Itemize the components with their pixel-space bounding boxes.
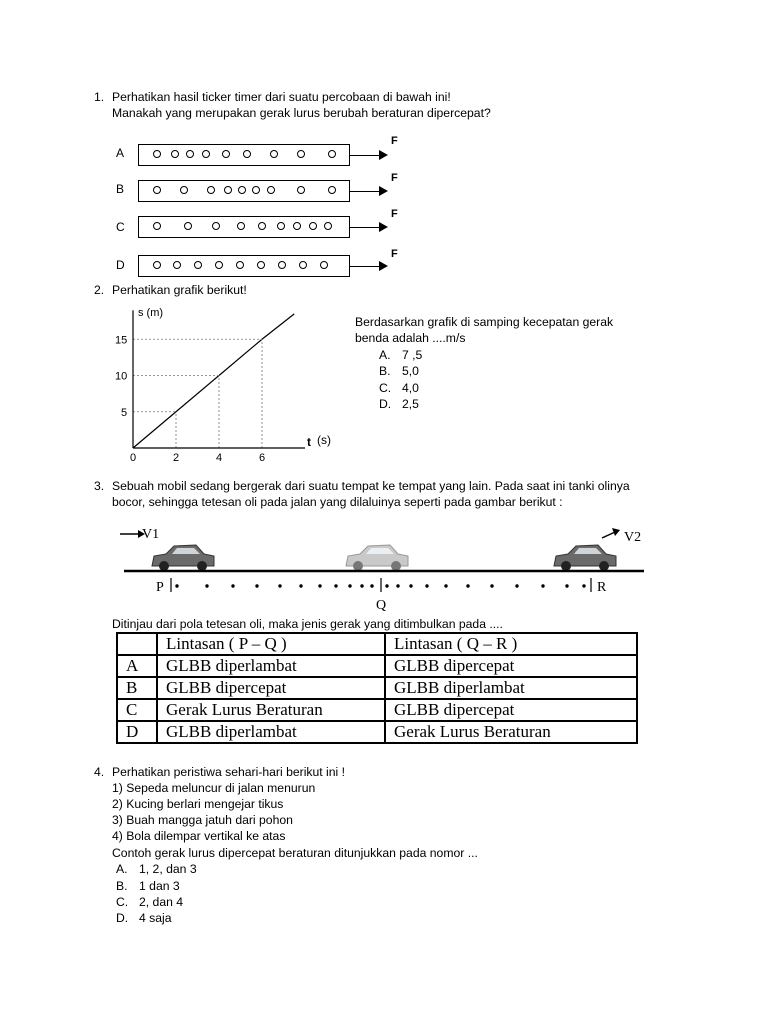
q1-text-line2: Manakah yang merupakan gerak lurus berubah beraturan dipercepat? (112, 106, 491, 120)
q2-option-b-letter: B. (379, 364, 391, 378)
q3-number: 3. (94, 479, 105, 493)
tape-dot (238, 186, 246, 194)
x-tick-label: 2 (173, 452, 180, 464)
q2-option-b-value: 5,0 (402, 364, 419, 378)
q2-description-line2: benda adalah ....m/s (355, 331, 466, 345)
ticker-tape-a (138, 144, 350, 166)
tape-dot (237, 222, 245, 230)
ticker-tape-d (138, 255, 350, 277)
tape-dot (293, 222, 301, 230)
force-label-d: F (391, 248, 398, 260)
table-cell: GLBB diperlambat (157, 655, 385, 677)
v1-label: V1 (142, 527, 160, 542)
tape-dot (328, 186, 336, 194)
q4-option-d-letter: D. (116, 911, 129, 925)
tape-dot (324, 222, 332, 230)
table-header-cell (117, 633, 157, 655)
y-tick-label: 5 (121, 406, 128, 419)
table-row (117, 677, 637, 699)
point-r-label: R (597, 580, 607, 595)
point-p-label: P (156, 580, 164, 595)
force-arrow-b (350, 191, 386, 192)
q2-description-line1: Berdasarkan grafik di samping kecepatan gerak (355, 315, 614, 329)
tape-dot (173, 261, 181, 269)
car-icon (346, 545, 408, 571)
q4-item: 1) Sepeda meluncur di jalan menurun (112, 781, 316, 795)
x-tick-label: 6 (259, 452, 266, 464)
point-q-label: Q (376, 598, 387, 613)
car-icon (152, 545, 214, 571)
tape-dot (186, 150, 194, 158)
table-row (117, 655, 637, 677)
table-cell: C (117, 699, 157, 721)
x-tick-label: 4 (216, 452, 223, 464)
table-header-cell: Lintasan ( Q – R ) (385, 633, 637, 655)
q4-item: 4) Bola dilempar vertikal ke atas (112, 829, 286, 843)
v2-label: V2 (624, 530, 642, 545)
tape-dot (171, 150, 179, 158)
x-axis-unit: (s) (317, 433, 331, 447)
q2-option-c-letter: C. (379, 381, 392, 395)
tape-dot (257, 261, 265, 269)
table-cell: B (117, 677, 157, 699)
force-label-b: F (391, 172, 398, 184)
force-label-a: F (391, 135, 398, 147)
tape-dot (297, 150, 305, 158)
q1-number: 1. (94, 90, 105, 104)
q4-option-c-letter: C. (116, 895, 129, 909)
q2-option-d-letter: D. (379, 397, 392, 411)
q2-text: Perhatikan grafik berikut! (112, 283, 247, 297)
tape-dot (222, 150, 230, 158)
tape-dot (236, 261, 244, 269)
force-arrow-c (350, 227, 386, 228)
answer-table (116, 632, 638, 744)
table-cell: A (117, 655, 157, 677)
q4-option-a-value: 1, 2, dan 3 (139, 862, 197, 876)
q2-option-a-value: 7 ,5 (402, 348, 423, 362)
tape-b-label: B (116, 182, 125, 196)
force-arrow-d (350, 266, 386, 267)
tape-dot (224, 186, 232, 194)
force-arrow-a (350, 155, 386, 156)
table-cell: Gerak Lurus Beraturan (385, 721, 637, 743)
q4-question: Contoh gerak lurus dipercepat beraturan ditunjukkan pada nomor ... (112, 846, 478, 860)
q1-text-line1: Perhatikan hasil ticker timer dari suatu percobaan di bawah ini! (112, 90, 451, 104)
car-icon (554, 545, 616, 571)
ticker-tape-b (138, 180, 350, 202)
x-axis-label: t (307, 435, 311, 449)
tape-dot (194, 261, 202, 269)
q4-text: Perhatikan peristiwa sehari-hari berikut ini ! (112, 765, 346, 779)
q4-option-b-value: 1 dan 3 (139, 879, 180, 893)
tape-dot (243, 150, 251, 158)
tape-dot (258, 222, 266, 230)
q3-text-line1: Sebuah mobil sedang bergerak dari suatu tempat ke tempat yang lain. Pada saat ini tanki olinya (112, 479, 630, 493)
tape-c-label: C (116, 220, 125, 234)
tape-dot (184, 222, 192, 230)
tape-dot (153, 261, 161, 269)
q4-option-c-value: 2, dan 4 (139, 895, 184, 909)
q2-option-d-value: 2,5 (402, 397, 419, 411)
q2-option-a-letter: A. (379, 348, 391, 362)
force-label-c: F (391, 208, 398, 220)
tape-dot (278, 261, 286, 269)
y-tick-label: 10 (115, 370, 128, 383)
oil-drops-qr (385, 584, 585, 587)
position-time-graph (105, 300, 345, 470)
table-cell: GLBB diperlambat (157, 721, 385, 743)
y-tick-label: 15 (115, 334, 128, 347)
tape-dot (202, 150, 210, 158)
table-cell: D (117, 721, 157, 743)
tape-dot (320, 261, 328, 269)
q4-option-b-letter: B. (116, 879, 128, 893)
series-line (133, 314, 294, 448)
tape-dot (297, 186, 305, 194)
tape-a-label: A (116, 146, 125, 160)
tape-dot (299, 261, 307, 269)
tape-dot (180, 186, 188, 194)
table-header-cell: Lintasan ( P – Q ) (157, 633, 385, 655)
v2-arrow (602, 532, 615, 538)
q3-text-line2: bocor, sehingga tetesan oli pada jalan yang dilaluinya seperti pada gambar berikut : (112, 495, 563, 509)
tape-dot (270, 150, 278, 158)
tape-dot (215, 261, 223, 269)
table-row (117, 699, 637, 721)
q3-question: Ditinjau dari pola tetesan oli, maka jenis gerak yang ditimbulkan pada .... (112, 617, 503, 631)
tape-dot (267, 186, 275, 194)
q2-option-c-value: 4,0 (402, 381, 419, 395)
x-tick-label: 0 (130, 452, 137, 464)
q4-option-a-letter: A. (116, 862, 128, 876)
q4-item: 2) Kucing berlari mengejar tikus (112, 797, 284, 811)
q4-item: 3) Buah mangga jatuh dari pohon (112, 813, 293, 827)
v2-arrowhead (612, 528, 620, 536)
oil-drip-diagram (112, 522, 652, 618)
table-cell: GLBB diperlambat (385, 677, 637, 699)
ticker-tape-c (138, 216, 350, 238)
q4-option-d-value: 4 saja (139, 911, 172, 925)
q2-number: 2. (94, 283, 105, 297)
tape-dot (328, 150, 336, 158)
tape-dot (153, 150, 161, 158)
tape-dot (153, 186, 161, 194)
tape-dot (212, 222, 220, 230)
tape-dot (207, 186, 215, 194)
tape-dot (252, 186, 260, 194)
tape-dot (309, 222, 317, 230)
oil-drops-pq (175, 584, 373, 587)
table-cell: Gerak Lurus Beraturan (157, 699, 385, 721)
table-cell: GLBB dipercepat (385, 699, 637, 721)
table-cell: GLBB dipercepat (385, 655, 637, 677)
tape-dot (153, 222, 161, 230)
q4-number: 4. (94, 765, 105, 779)
y-axis-label: s (m) (138, 307, 164, 319)
tape-d-label: D (116, 258, 125, 272)
tape-dot (277, 222, 285, 230)
table-cell: GLBB dipercepat (157, 677, 385, 699)
table-header-row (117, 633, 637, 655)
table-row (117, 721, 637, 743)
